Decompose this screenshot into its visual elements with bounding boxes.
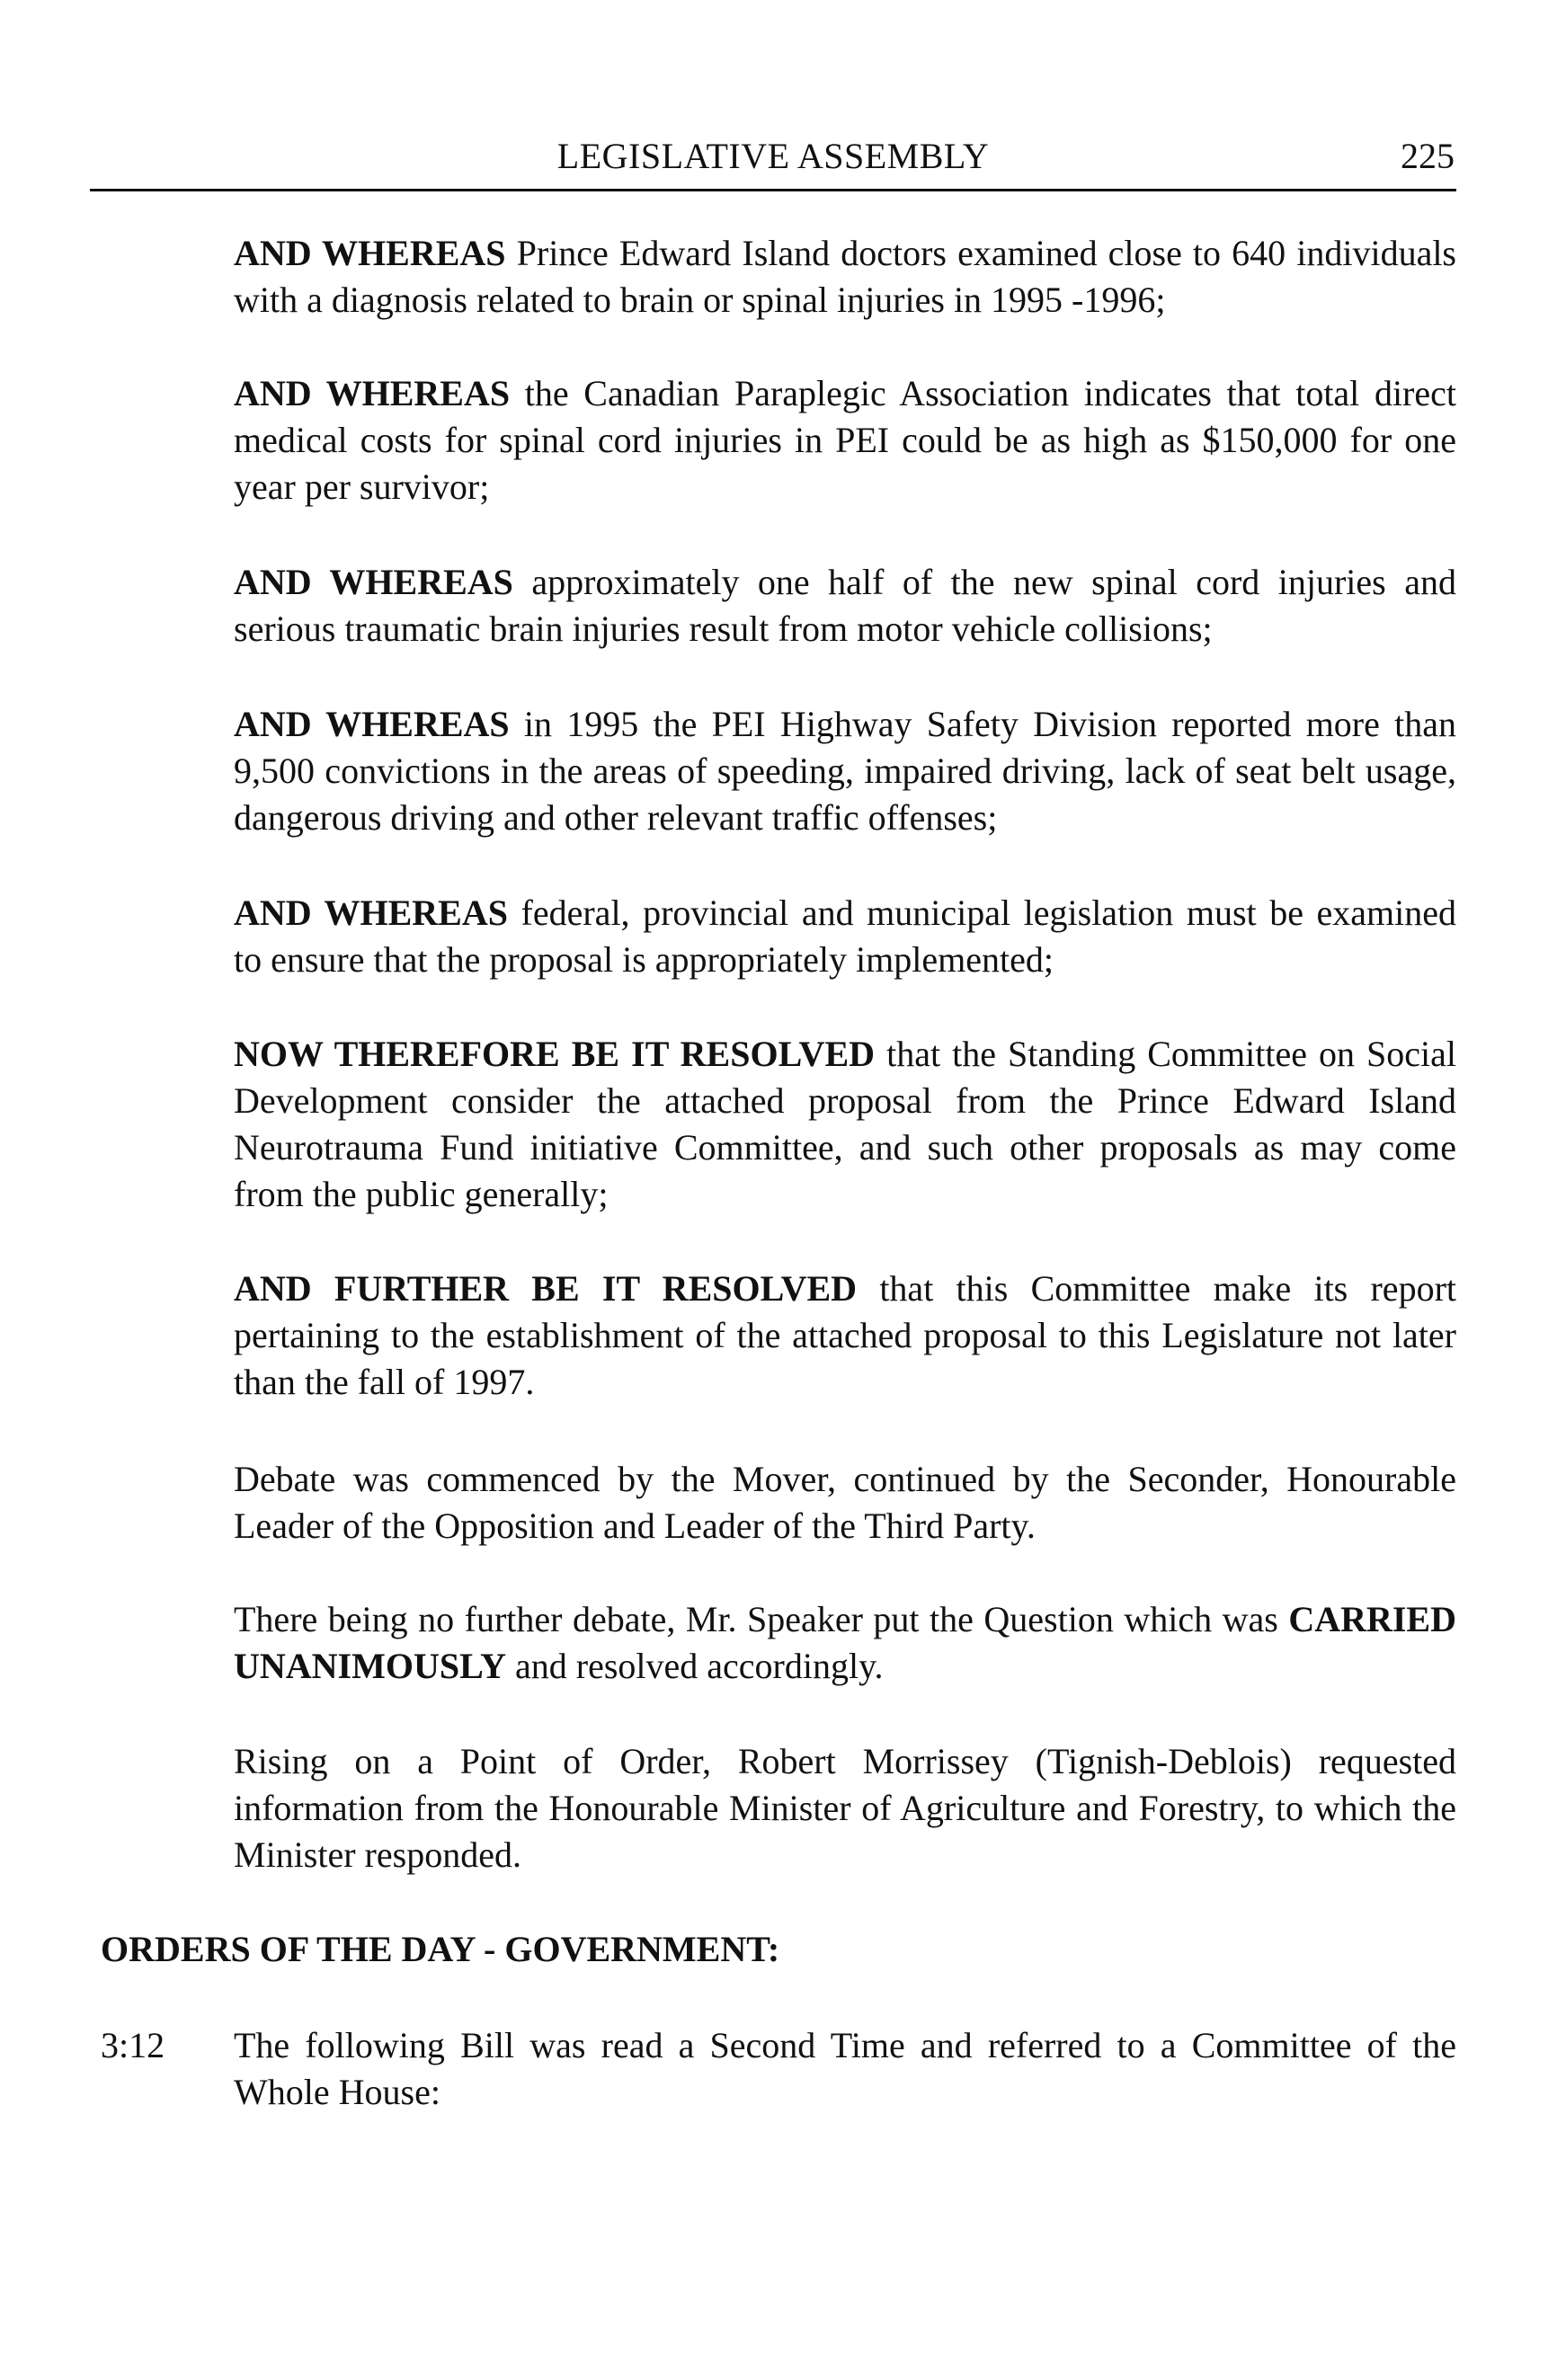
further-resolved-paragraph [234,1265,1456,1406]
paragraph-lead: AND WHEREAS [234,233,506,273]
point-of-order-paragraph: Rising on a Point of Order, Robert Morrissey (Tignish-Deblois) requested information from the Honourable Minister of Agriculture and Forestry, to which the Minister responded. [234,1741,1456,1875]
paragraph-lead: AND WHEREAS [234,892,508,933]
whereas-paragraph [234,701,1456,841]
paragraph-lead: AND FURTHER BE IT RESOLVED [234,1268,858,1309]
paragraph-text: that this Committee make its report pertaining to the establishment of the attached proposal to this Legislature not later than the fall of 1997. [234,1268,1456,1402]
running-title: LEGISLATIVE ASSEMBLY [556,136,990,176]
debate-paragraph: Debate was commenced by the Mover, continued by the Seconder, Honourable Leader of the Opposition and Leader of the Third Party. [234,1459,1456,1546]
paragraph-lead: AND WHEREAS [234,562,513,602]
whereas-paragraph [234,230,1456,324]
paragraph-lead: NOW THEREFORE BE IT RESOLVED [234,1034,876,1074]
whereas-paragraph [234,890,1456,983]
vote-paragraph [234,1596,1456,1690]
paragraph-lead: AND WHEREAS [234,373,511,413]
vote-text-before: There being no further debate, Mr. Speaker put the Question which was [234,1599,1289,1639]
page-number: 225 [1401,136,1455,176]
paragraph-text: approximately one half of the new spinal cord injuries and serious traumatic brain injuries result from motor vehicle collisions; [234,562,1456,649]
vote-text-after: and resolved accordingly. [506,1646,884,1686]
paragraph-text: that the Standing Committee on Social Development consider the attached proposal from the Prince Edward Island Neurotrauma Fund initiative Committee, and such other proposals as may come from the public generally; [234,1034,1456,1214]
paragraph-text: federal, provincial and municipal legislation must be examined to ensure that the proposal is appropriately implemented; [234,892,1456,980]
resolved-paragraph [234,1031,1456,1218]
order-item-time: 3:12 [101,2025,165,2065]
paragraph-lead: AND WHEREAS [234,704,510,744]
page-header [90,135,1456,191]
paragraph-text: the Canadian Paraplegic Association indicates that total direct medical costs for spinal cord injuries in PEI could be as high as $150,000 for one year per survivor; [234,373,1457,507]
section-heading: ORDERS OF THE DAY - GOVERNMENT: [101,1929,780,1969]
whereas-paragraph [234,370,1456,511]
paragraph-text: Prince Edward Island doctors examined close to 640 individuals with a diagnosis related to brain or spinal injuries in 1995 -1996; [234,233,1456,320]
whereas-paragraph [234,559,1456,653]
order-item-text: The following Bill was read a Second Time and referred to a Committee of the Whole House: [234,2025,1456,2112]
paragraph-text: in 1995 the PEI Highway Safety Division reported more than 9,500 convictions in the areas of speeding, impaired driving, lack of seat belt usage, dangerous driving and other relevant traffic offenses; [234,704,1456,838]
vote-result: CARRIED UNANIMOUSLY [234,1599,1456,1686]
